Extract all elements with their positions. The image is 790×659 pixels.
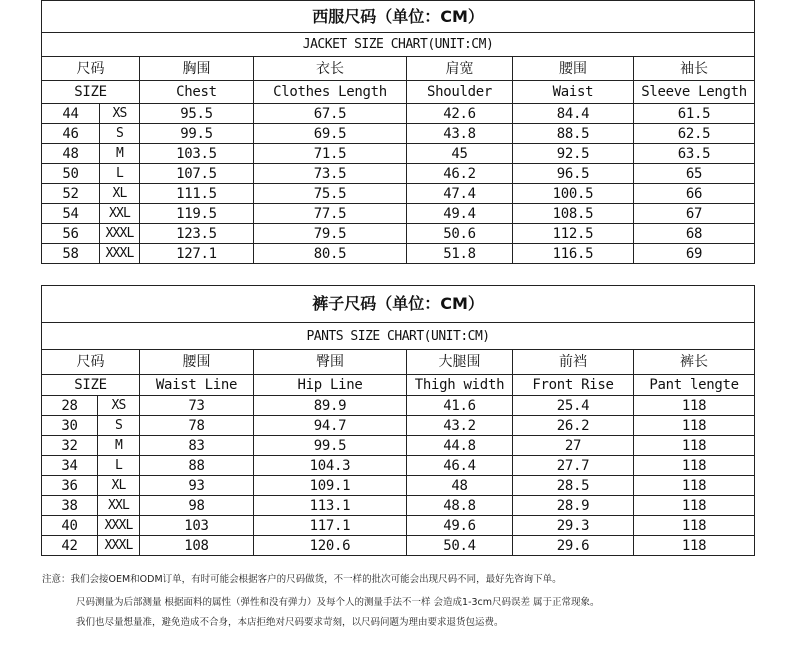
header-en-thigh: Thigh width	[407, 375, 513, 396]
table-cell: 112.5	[513, 224, 634, 244]
table-cell: 63.5	[634, 144, 755, 164]
header-cn-shoulder: 肩宽	[407, 57, 513, 81]
table-cell: 27.7	[513, 456, 634, 476]
table-cell: L	[98, 456, 140, 476]
table-cell: 118	[634, 436, 755, 456]
table-cell: 80.5	[254, 244, 407, 264]
table-cell: 42	[42, 536, 98, 556]
table-cell: 68	[634, 224, 755, 244]
table-row	[42, 144, 755, 164]
table-cell: 54	[42, 204, 100, 224]
note-line: 注意：我们会接OEM和ODM订单，有时可能会根据客户的尺码做货，不一样的批次可能会出现尺码不同，最好先咨询下单。	[42, 574, 562, 585]
table-cell: 127.1	[140, 244, 254, 264]
table-cell: XXXL	[100, 224, 140, 244]
jacket-rows	[42, 104, 755, 264]
table-cell: 99.5	[140, 124, 254, 144]
header-en-front-rise: Front Rise	[513, 375, 634, 396]
table-row	[42, 516, 755, 536]
table-cell: 94.7	[254, 416, 407, 436]
header-en-chest: Chest	[140, 81, 254, 104]
table-cell: 27	[513, 436, 634, 456]
header-cn-pant-length: 裤长	[634, 350, 755, 375]
table-cell: 52	[42, 184, 100, 204]
table-cell: 45	[407, 144, 513, 164]
table-cell: 29.3	[513, 516, 634, 536]
table-row	[42, 244, 755, 264]
table-cell: S	[100, 124, 140, 144]
table-cell: XXL	[100, 204, 140, 224]
note-line: 我们也尽量想量准，避免造成不合身，本店拒绝对尺码要求苛刻，以尺码问题为理由要求退货包运费。	[76, 617, 504, 628]
table-cell: M	[98, 436, 140, 456]
pants-table-subtitle: PANTS SIZE CHART(UNIT:CM)	[42, 323, 755, 350]
table-cell: 99.5	[254, 436, 407, 456]
header-cn-front-rise: 前裆	[513, 350, 634, 375]
table-cell: 36	[42, 476, 98, 496]
table-cell: 67	[634, 204, 755, 224]
table-cell: 95.5	[140, 104, 254, 124]
table-cell: S	[98, 416, 140, 436]
table-cell: 109.1	[254, 476, 407, 496]
header-cn-size: 尺码	[42, 350, 140, 375]
table-row	[42, 184, 755, 204]
header-en-hip: Hip Line	[254, 375, 407, 396]
table-row	[42, 104, 755, 124]
table-cell: 46.4	[407, 456, 513, 476]
table-cell: 42.6	[407, 104, 513, 124]
jacket-table-title: 西服尺码（单位：CM）	[42, 1, 755, 33]
header-cn-size: 尺码	[42, 57, 140, 81]
header-cn-waist: 腰围	[140, 350, 254, 375]
table-cell: 46.2	[407, 164, 513, 184]
table-cell: 119.5	[140, 204, 254, 224]
table-cell: 43.8	[407, 124, 513, 144]
pants-header-cn-row	[42, 350, 755, 375]
table-cell: 26.2	[513, 416, 634, 436]
table-cell: 118	[634, 536, 755, 556]
header-cn-chest: 胸围	[140, 57, 254, 81]
table-cell: 29.6	[513, 536, 634, 556]
table-cell: 118	[634, 496, 755, 516]
jacket-header-cn-row	[42, 57, 755, 81]
table-cell: 48.8	[407, 496, 513, 516]
table-cell: L	[100, 164, 140, 184]
table-cell: 108	[140, 536, 254, 556]
table-cell: 100.5	[513, 184, 634, 204]
table-cell: 118	[634, 516, 755, 536]
table-cell: 73.5	[254, 164, 407, 184]
table-cell: 50.4	[407, 536, 513, 556]
jacket-size-table	[41, 0, 755, 264]
table-cell: XXL	[98, 496, 140, 516]
pants-table-title: 裤子尺码（单位：CM）	[42, 286, 755, 323]
table-cell: 118	[634, 416, 755, 436]
table-cell: 28.9	[513, 496, 634, 516]
table-cell: 78	[140, 416, 254, 436]
table-cell: 88	[140, 456, 254, 476]
table-cell: 83	[140, 436, 254, 456]
header-en-pant-length: Pant lengte	[634, 375, 755, 396]
pants-header-en-row	[42, 375, 755, 396]
table-row	[42, 204, 755, 224]
table-row	[42, 416, 755, 436]
table-cell: 47.4	[407, 184, 513, 204]
table-cell: 108.5	[513, 204, 634, 224]
table-row	[42, 164, 755, 184]
table-cell: 93	[140, 476, 254, 496]
table-row	[42, 396, 755, 416]
header-en-waist: Waist Line	[140, 375, 254, 396]
header-cn-length: 衣长	[254, 57, 407, 81]
table-cell: 49.4	[407, 204, 513, 224]
table-cell: 69	[634, 244, 755, 264]
table-cell: 38	[42, 496, 98, 516]
table-cell: 25.4	[513, 396, 634, 416]
table-cell: 49.6	[407, 516, 513, 536]
header-en-size: SIZE	[42, 375, 140, 396]
table-cell: XS	[100, 104, 140, 124]
table-cell: XXXL	[100, 244, 140, 264]
table-cell: XL	[100, 184, 140, 204]
table-cell: 118	[634, 476, 755, 496]
table-cell: 98	[140, 496, 254, 516]
table-cell: 46	[42, 124, 100, 144]
header-cn-hip: 臀围	[254, 350, 407, 375]
table-cell: 66	[634, 184, 755, 204]
table-cell: 61.5	[634, 104, 755, 124]
header-cn-sleeve: 袖长	[634, 57, 755, 81]
table-cell: 123.5	[140, 224, 254, 244]
table-cell: 62.5	[634, 124, 755, 144]
table-cell: XS	[98, 396, 140, 416]
table-row	[42, 436, 755, 456]
header-en-length: Clothes Length	[254, 81, 407, 104]
table-cell: 69.5	[254, 124, 407, 144]
table-cell: 104.3	[254, 456, 407, 476]
table-cell: 107.5	[140, 164, 254, 184]
table-cell: 118	[634, 396, 755, 416]
table-cell: 75.5	[254, 184, 407, 204]
table-row	[42, 124, 755, 144]
table-cell: 84.4	[513, 104, 634, 124]
pants-size-table	[41, 285, 755, 556]
table-cell: 117.1	[254, 516, 407, 536]
table-cell: 103	[140, 516, 254, 536]
table-cell: 120.6	[254, 536, 407, 556]
table-row	[42, 536, 755, 556]
table-cell: 113.1	[254, 496, 407, 516]
table-cell: 43.2	[407, 416, 513, 436]
table-cell: 44	[42, 104, 100, 124]
table-cell: 89.9	[254, 396, 407, 416]
table-cell: 34	[42, 456, 98, 476]
header-cn-thigh: 大腿围	[407, 350, 513, 375]
table-cell: 118	[634, 456, 755, 476]
table-cell: 44.8	[407, 436, 513, 456]
header-en-sleeve: Sleeve Length	[634, 81, 755, 104]
table-cell: 92.5	[513, 144, 634, 164]
header-en-waist: Waist	[513, 81, 634, 104]
table-cell: XL	[98, 476, 140, 496]
table-cell: 48	[407, 476, 513, 496]
table-cell: 28	[42, 396, 98, 416]
jacket-table-subtitle: JACKET SIZE CHART(UNIT:CM)	[42, 33, 755, 57]
table-row	[42, 456, 755, 476]
table-cell: XXXL	[98, 516, 140, 536]
table-cell: 51.8	[407, 244, 513, 264]
table-cell: 50	[42, 164, 100, 184]
header-en-shoulder: Shoulder	[407, 81, 513, 104]
table-cell: 41.6	[407, 396, 513, 416]
table-cell: XXXL	[98, 536, 140, 556]
table-cell: 88.5	[513, 124, 634, 144]
table-cell: 56	[42, 224, 100, 244]
table-cell: 116.5	[513, 244, 634, 264]
table-cell: 111.5	[140, 184, 254, 204]
table-row	[42, 476, 755, 496]
table-cell: 79.5	[254, 224, 407, 244]
pants-rows	[42, 396, 755, 556]
table-cell: 65	[634, 164, 755, 184]
table-cell: 67.5	[254, 104, 407, 124]
table-cell: 30	[42, 416, 98, 436]
table-row	[42, 224, 755, 244]
table-cell: 96.5	[513, 164, 634, 184]
table-cell: 58	[42, 244, 100, 264]
jacket-header-en-row	[42, 81, 755, 104]
table-cell: M	[100, 144, 140, 164]
table-cell: 73	[140, 396, 254, 416]
table-cell: 40	[42, 516, 98, 536]
table-cell: 28.5	[513, 476, 634, 496]
table-cell: 50.6	[407, 224, 513, 244]
table-cell: 32	[42, 436, 98, 456]
note-line: 尺码测量为后部测量 根据面料的属性（弹性和没有弹力）及每个人的测量手法不一样 会造成1-3cm尺码误差 属于正常现象。	[76, 597, 600, 608]
header-cn-waist: 腰围	[513, 57, 634, 81]
table-cell: 103.5	[140, 144, 254, 164]
table-row	[42, 496, 755, 516]
table-cell: 48	[42, 144, 100, 164]
table-cell: 77.5	[254, 204, 407, 224]
table-cell: 71.5	[254, 144, 407, 164]
header-en-size: SIZE	[42, 81, 140, 104]
